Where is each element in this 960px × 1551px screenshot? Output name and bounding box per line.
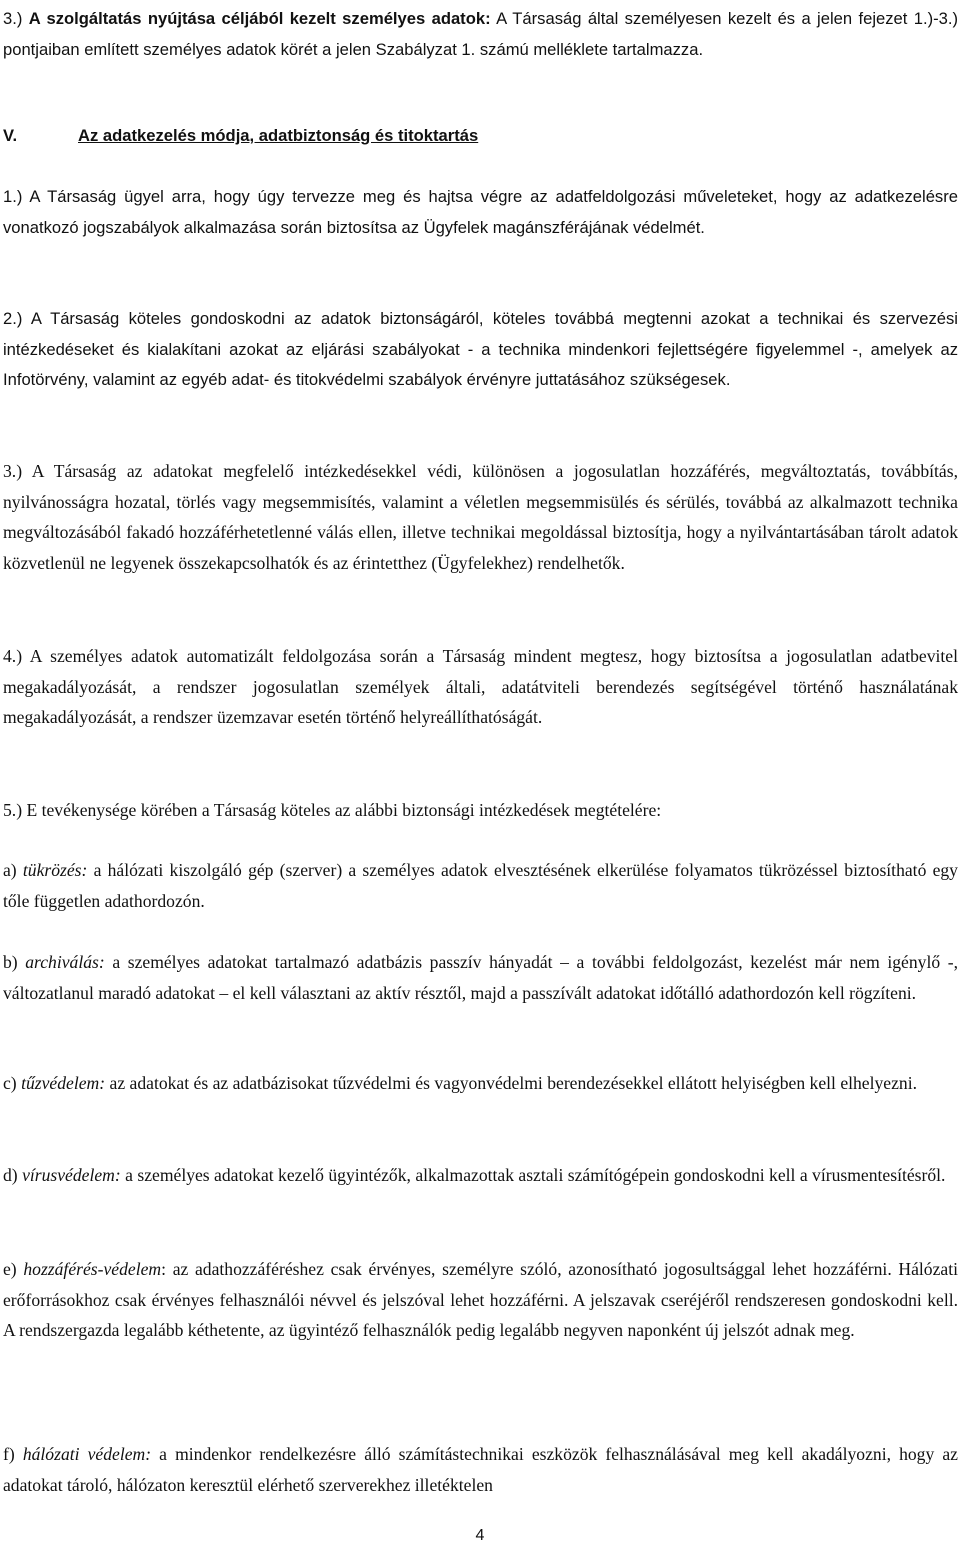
- measure-b: [3, 947, 958, 1008]
- paragraph-1: 1.) A Társaság ügyel arra, hogy úgy tervezze meg és hajtsa végre az adatfeldolgozási műveleteket, hogy az adatkezelésre vonatkozó jogszabályok alkalmazása során biztosítsa az Ügyfelek magánszférájának védelmét.: [3, 187, 958, 237]
- measure-e: [3, 1254, 958, 1346]
- measure-f-text: a mindenkor rendelkezésre álló számítástechnikai eszközök felhasználásával meg kell akadályozni, hogy az adatokat tároló, hálózaton keresztül elérhető szerverekhez illetéktelen: [3, 1444, 958, 1495]
- measure-c: [3, 1068, 958, 1099]
- measure-e-text: : az adathozzáféréshez csak érvényes, személyre szóló, azonosítható jogosultsággal lehet hozzáférni. Hálózati erőforrásokhoz csak érvényes felhasználói névvel és jelszóval lehet hozzáférni. A jelszavak cseréjéről rendszeresen gondoskodni kell. A rendszergazda legalább kéthetente, az ügyintéző felhasználók pedig legalább negyven naponként új jelszót adnak meg.: [3, 1259, 958, 1341]
- section-heading: [3, 121, 478, 151]
- section-number: V.: [3, 126, 18, 145]
- measure-e-prefix: e): [3, 1259, 24, 1279]
- measure-c-text: az adatokat és az adatbázisokat tűzvédelmi és vagyonvédelmi berendezésekkel ellátott helyiségben kell elhelyezni.: [105, 1073, 918, 1093]
- measure-f: [3, 1439, 958, 1500]
- measure-d-prefix: d): [3, 1165, 23, 1185]
- section-title: Az adatkezelés módja, adatbiztonság és titoktartás: [78, 126, 479, 145]
- measure-b-term: archiválás:: [25, 952, 105, 972]
- measure-b-prefix: b): [3, 952, 26, 972]
- paragraph-5: 5.) E tevékenysége körében a Társaság köteles az alábbi biztonsági intézkedések megtételére:: [3, 800, 662, 820]
- measure-a: [3, 855, 958, 916]
- measure-d-term: vírusvédelem:: [22, 1165, 121, 1185]
- intro-paragraph: [3, 4, 958, 65]
- measure-f-term: hálózati védelem:: [22, 1444, 152, 1464]
- measure-d: [3, 1160, 958, 1191]
- measure-a-text: a hálózati kiszolgáló gép (szerver) a személyes adatok elvesztésének elkerülése folyamatos tükrözéssel biztosítható egy tőle független adathordozón.: [3, 860, 958, 911]
- paragraph-2: 2.) A Társaság köteles gondoskodni az adatok biztonságáról, köteles továbbá megtenni azokat a technikai és szervezési intézkedéseket és kialakítani azokat az eljárási szabályokat - a technika mindenkori fejlettségére figyelemmel -, amelyek az Infotörvény, valamint az egyéb adat- és titokvédelmi szabályok érvényre juttatásához szükségesek.: [3, 309, 958, 390]
- measure-c-term: tűzvédelem:: [21, 1073, 106, 1093]
- paragraph-4: 4.) A személyes adatok automatizált feldolgozása során a Társaság mindent megtesz, hogy biztosítsa a jogosulatlan adatbevitel megakadályozását, a rendszer jogosulatlan személyek általi, adatátviteli berendezés segítségével történő használatának megakadályozását, a rendszer üzemzavar esetén történő helyreállíthatóságát.: [3, 646, 958, 728]
- intro-lead: 3.): [3, 9, 29, 28]
- intro-rest: A Társaság által személyesen kezelt és a jelen fejezet 1.)-3.) pontjaiban említett személyes adatok körét a jelen Szabályzat 1. számú melléklete tartalmazza.: [3, 9, 959, 59]
- measure-d-text: a személyes adatokat kezelő ügyintézők, alkalmazottak asztali számítógépein gondoskodni kell a vírusmentesítésről.: [120, 1165, 946, 1185]
- paragraph-3: 3.) A Társaság az adatokat megfelelő intézkedésekkel védi, különösen a jogosulatlan hozzáférés, megváltoztatás, továbbítás, nyilvánosságra hozatal, törlés vagy megsemmisítés, valamint a véletlen megsemmisülés és sérülés, továbbá az alkalmazott technika megváltozásából fakadó hozzáférhetetlenné válás ellen, illetve technikai megoldással biztosítja, hogy a nyilvántartásában tárolt adatok közvetlenül ne legyenek összekapcsolhatók és az érintetthez (Ügyfelekhez) rendelhetők.: [3, 461, 958, 573]
- intro-bold-label: A szolgáltatás nyújtása céljából kezelt személyes adatok:: [28, 9, 491, 28]
- measure-b-text: a személyes adatokat tartalmazó adatbázis passzív hányadát – a további feldolgozást, kezelést már nem igénylő -, változatlanul maradó adatokat – el kell választani az aktív résztől, majd a passzívált adatokat időtálló adathordozón kell rögzíteni.: [3, 952, 958, 1003]
- measure-e-term: hozzáférés-védelem: [23, 1259, 162, 1279]
- page-number: 4: [475, 1527, 485, 1544]
- measure-a-term: tükrözés:: [22, 860, 88, 880]
- measure-a-prefix: a): [3, 860, 23, 880]
- measure-f-prefix: f): [3, 1444, 23, 1464]
- measure-c-prefix: c): [3, 1073, 22, 1093]
